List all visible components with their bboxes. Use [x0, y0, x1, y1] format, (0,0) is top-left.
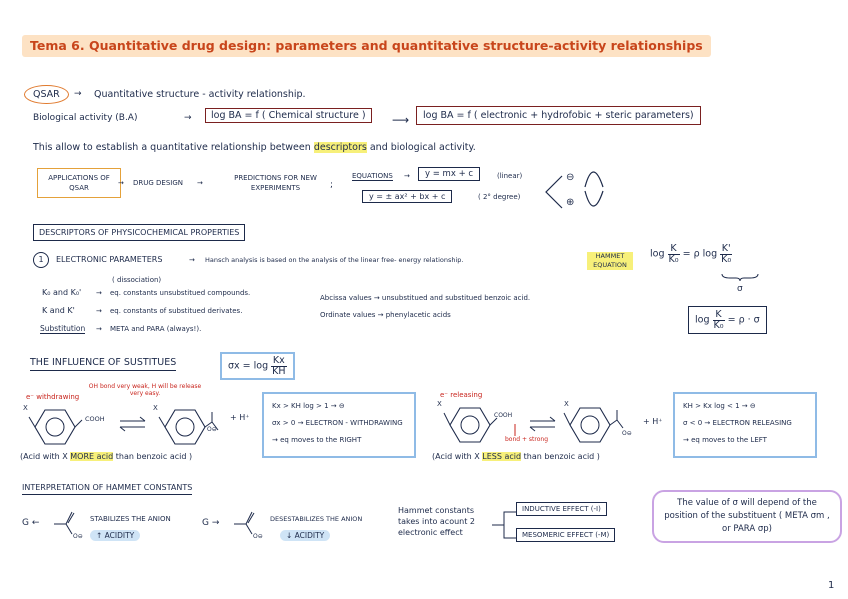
svg-text:O⊖: O⊖	[253, 533, 263, 540]
formula-fraction	[668, 244, 680, 264]
arrow: →	[404, 172, 410, 180]
formula-k: K	[668, 244, 680, 255]
formula-rho: = ρ log	[682, 248, 718, 260]
hammet-formula	[650, 244, 732, 264]
withdrawing-box	[262, 392, 416, 458]
linear-note: (linear)	[497, 172, 523, 180]
qsar-acronym: QSAR	[24, 85, 69, 104]
equations-label: EQUATIONS	[352, 172, 393, 180]
dissociation-note: ( dissociation)	[112, 276, 162, 284]
parabola-sketches-icon	[583, 163, 608, 215]
branch-arrow-icon	[490, 508, 518, 542]
acid1-pre: (Acid with X	[20, 452, 68, 461]
formula-k0-2: K₀	[721, 253, 732, 265]
formula2-fraction	[713, 310, 725, 330]
proton-left: + H⁺	[230, 413, 250, 422]
acid2-highlight: LESS acid	[482, 452, 522, 461]
svg-text:O⊖: O⊖	[73, 533, 83, 540]
statement-highlight: descriptors	[313, 142, 367, 153]
k-description: eq. constants of substitued derivates.	[110, 307, 243, 315]
k0-description: eq. constants unsubstitued compounds.	[110, 289, 251, 297]
substituent-x-product-2: X	[564, 400, 569, 408]
withdrawing-line-1: Kx > KH log > 1 → ⊖	[272, 402, 345, 410]
releasing-line-1: KH > Kx log < 1 → ⊖	[683, 402, 756, 410]
descriptors-header: DESCRIPTORS OF PHYSICOCHEMICAL PROPERTIES	[33, 224, 245, 241]
sigma-kh: KH	[272, 365, 286, 377]
substitution-label: Substitution	[40, 324, 86, 333]
benzoic-acid-equilibrium-diagram-2	[435, 398, 675, 448]
acid-less-note	[432, 452, 600, 461]
page-title: Tema 6. Quantitative drug design: parameters and quantitative structure-activity relationships	[22, 35, 711, 57]
acid-more-note	[20, 452, 192, 461]
minus-symbol: ⊖	[566, 172, 575, 183]
interpretation-header: INTERPRETATION OF HAMMET CONSTANTS	[22, 483, 192, 495]
hammet-equation-label: HAMMET EQUATION	[587, 252, 633, 270]
mesomeric-effect: MESOMERIC EFFECT (-M)	[516, 528, 615, 542]
acidity-up-badge: ↑ ACIDITY	[90, 530, 140, 541]
statement-pre: This allow to establish a quantitative relationship between	[33, 142, 311, 153]
acid2-post: than benzoic acid )	[523, 452, 600, 461]
substitution-description: META and PARA (always!).	[110, 325, 202, 333]
sigma-lhs: σx = log	[228, 360, 269, 372]
equation-chemical-structure: log BA = f ( Chemical structure )	[205, 108, 372, 123]
quadratic-note: ( 2° degree)	[478, 193, 521, 201]
withdrawing-line-2: σx > 0 → ELECTRON - WITHDRAWING	[272, 419, 403, 427]
qsar-definition: Quantitative structure - activity relationship.	[94, 89, 306, 100]
formula2-log: log	[695, 314, 710, 326]
abscissa-values: Abcissa values → unsubstitued and substitued benzoic acid.	[320, 294, 531, 302]
biological-activity-label: Biological activity (B.A)	[33, 113, 138, 123]
quadratic-equation: y = ± ax² + bx + c	[362, 190, 452, 203]
sigma-kx: Kx	[272, 355, 285, 366]
acidity-down-badge: ↓ ACIDITY	[280, 530, 330, 541]
bond-strong-note: bond + strong	[505, 436, 549, 443]
formula-sigma: σ	[737, 284, 743, 294]
hansch-analysis: Hansch analysis is based on the analysis of the linear free- energy relationship.	[205, 256, 464, 264]
acid1-post: than benzoic acid )	[115, 452, 193, 461]
applications-box: APPLICATIONS OF QSAR	[37, 168, 121, 198]
benzoic-acid-equilibrium-diagram	[20, 400, 260, 450]
formula2-k: K	[713, 310, 725, 321]
arrow: →	[96, 289, 102, 297]
substituent-x-2: X	[437, 400, 442, 408]
formula-kprime: K'	[721, 243, 731, 254]
group-withdrawing: G ←	[22, 518, 40, 528]
releasing-box	[673, 392, 817, 458]
formula-fraction-prime	[720, 244, 732, 264]
withdrawing-label: e⁻ withdrawing	[26, 393, 80, 401]
destabilizes-anion: DESESTABILIZES THE ANION	[270, 515, 363, 523]
sigma-position-note: The value of σ will depend of the position of the substituent ( META σm , or PARA σp)	[652, 490, 842, 543]
carboxylate-oxygen: O⊖	[207, 426, 217, 433]
sigma-definition	[220, 352, 295, 380]
formula2-k0: K₀	[713, 319, 724, 331]
stabilizes-anion: STABILIZES THE ANION	[90, 515, 171, 523]
arrow: →	[184, 113, 192, 123]
group-releasing: G →	[202, 518, 220, 528]
acid1-highlight: MORE acid	[70, 452, 114, 461]
formula2-tail: = ρ · σ	[727, 314, 760, 326]
separator: ;	[330, 180, 334, 190]
ordinate-values: Ordinate values → phenylacetic acids	[320, 311, 451, 319]
k0-label: K₀ and K₀'	[42, 288, 82, 297]
influence-header: THE INFLUENCE OF SUSTITUES	[30, 357, 176, 371]
releasing-label: e⁻ releasing	[440, 391, 483, 399]
substituent-x-product: X	[153, 404, 158, 412]
inductive-effect: INDUCTIVE EFFECT (-I)	[516, 502, 607, 516]
carboxylate-oxygen-2: O⊖	[622, 430, 632, 437]
drug-design: DRUG DESIGN	[133, 179, 184, 187]
releasing-line-3: → eq moves to the LEFT	[683, 436, 767, 444]
linear-equation: y = mx + c	[418, 167, 480, 181]
oh-bond-note: OH bond very weak, H will be release very easy.	[88, 383, 202, 397]
acid2-pre: (Acid with X	[432, 452, 480, 461]
arrow: →	[118, 179, 124, 187]
section-number: 1	[33, 252, 49, 268]
cooh-group-2: COOH	[494, 412, 513, 419]
page-number: 1	[828, 580, 835, 591]
predictions: PREDICTIONS FOR NEW EXPERIMENTS	[234, 174, 317, 192]
carboxylate-icon	[50, 506, 83, 542]
formula-log: log	[650, 248, 665, 260]
releasing-line-2: σ < 0 → ELECTRON RELEASING	[683, 419, 792, 427]
proton-right: + H⁺	[643, 417, 663, 426]
sigma-fraction	[271, 356, 286, 376]
hammet-constants-note: Hammet constants takes into acount 2 electronic effect	[398, 506, 475, 537]
hammet-formula-boxed	[688, 306, 767, 334]
k-label: K and K'	[42, 306, 75, 315]
cooh-group: COOH	[85, 415, 105, 423]
statement-post: and biological activity.	[369, 142, 476, 153]
arrow: →	[189, 256, 195, 264]
withdrawing-line-3: → eq moves to the RIGHT	[272, 436, 362, 444]
formula-k0: K₀	[668, 253, 679, 265]
electronic-parameters: ELECTRONIC PARAMETERS	[56, 255, 163, 264]
arrow: →	[96, 325, 102, 333]
underbrace-icon	[720, 272, 760, 282]
equation-parameters: log BA = f ( electronic + hydrofobic + steric parameters)	[416, 106, 701, 125]
arrow: →	[197, 179, 203, 187]
plus-symbol: ⊕	[566, 197, 575, 208]
arrow: →	[96, 307, 102, 315]
carboxylate-icon-2	[230, 506, 263, 542]
arrow: ⟶	[392, 113, 410, 127]
arrow: →	[74, 89, 82, 99]
substituent-x: X	[23, 404, 28, 412]
qsar-statement	[33, 142, 476, 153]
